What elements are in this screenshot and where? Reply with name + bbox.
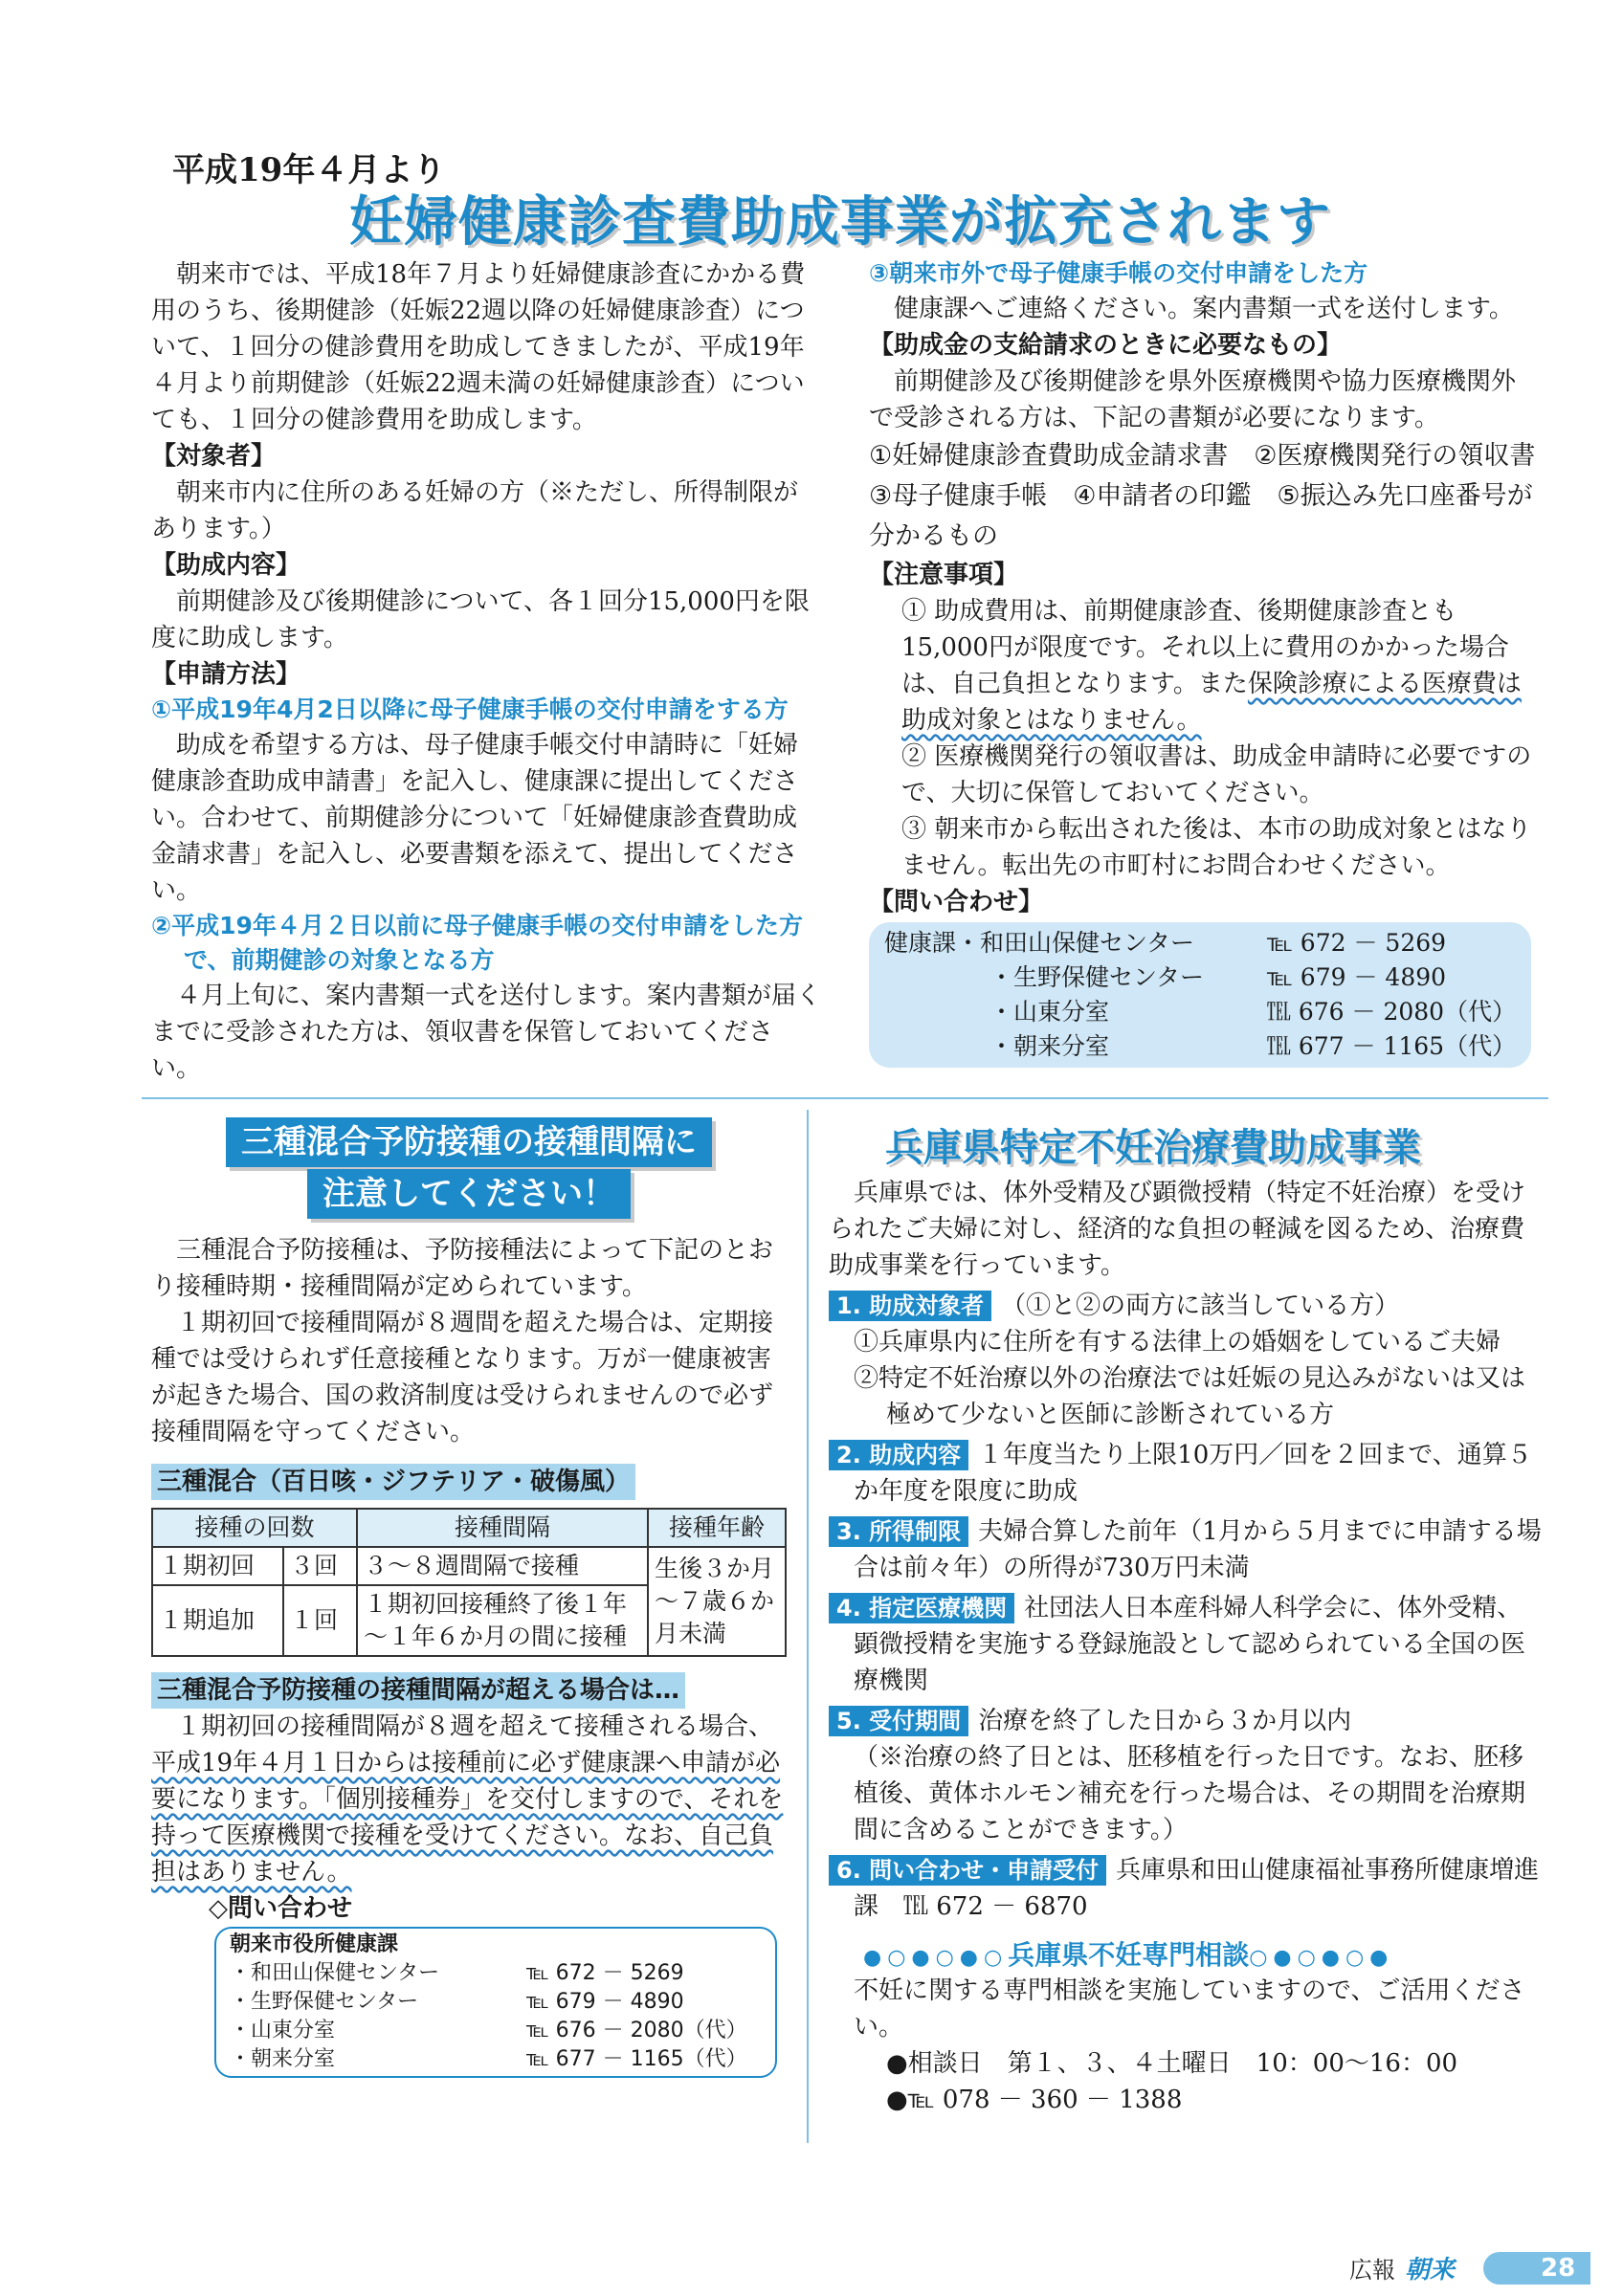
item-3	[829, 1513, 1546, 1586]
note-1-text: ① 助成費用は、前期健康診査、後期健康診査とも15,000円が限度です。それ以上に費用のかかった場合は、自己負担となります。また	[901, 597, 1509, 698]
item-text: １年度当たり上限10万円／回を２回まで、通算５か年度を限度に助成	[854, 1441, 1532, 1506]
table-cell: ３回	[283, 1547, 357, 1585]
consult-dots-right: ○●○●○●	[1249, 1946, 1394, 1970]
contact-name: 健康課・和田山保健センター	[884, 929, 1195, 957]
page-title: 妊婦健康診査費助成事業が拡充されます	[349, 191, 1331, 254]
target-heading: 【対象者】	[151, 442, 277, 471]
method-1-text: 助成を希望する方は、母子健康手帳交付申請時に「妊婦健康診査助成申請書」を記入し、健康課に提出してください。合わせて、前期健診分について「妊婦健康診査費助成金請求書」を記入し、必要書類を添えて、提出してください。	[151, 731, 799, 905]
vaccine-title-line1: 三種混合予防接種の接種間隔に	[226, 1117, 712, 1167]
item-text: 夫婦合算した前年（1月から５月までに申請する場合は前々年）の所得が730万円未満	[854, 1517, 1542, 1582]
horizontal-divider	[142, 1097, 1548, 1099]
item-text: （①と②の両方に該当している方）	[1001, 1292, 1400, 1320]
inquiry-heading: 【問い合わせ】	[869, 888, 1044, 916]
table-cell: １期初回接種終了後１年～１年６か月の間に接種	[357, 1585, 648, 1656]
table-header: 接種年齢	[648, 1509, 786, 1547]
consult-heading	[829, 1934, 1546, 1973]
vaccine-inquiry-heading: ◇問い合わせ	[209, 1894, 352, 1923]
method-1-heading: ①平成19年4月2日以降に母子健康手帳の交付申請をする方	[151, 695, 789, 723]
item-badge: 3. 所得制限	[829, 1516, 968, 1547]
top-right-column	[869, 256, 1562, 1068]
table-row	[152, 1547, 786, 1585]
contact-name: ・山東分室	[989, 998, 1110, 1026]
notes-heading: 【注意事項】	[869, 561, 1019, 589]
target-text: 朝来市内に住所のある妊婦の方（※ただし、所得制限があります。）	[151, 478, 799, 543]
over-interval-text-b: 平成19年４月１日からは接種前に必ず健康課へ申請が必要になります。「個別接種券」を交付しますので、それを持って医療機関で接種を受けてください。なお、自己負担はありません。	[151, 1749, 784, 1887]
vaccine-title-box	[191, 1117, 746, 1219]
item-badge: 2. 助成内容	[829, 1440, 968, 1470]
bottom-left-column	[151, 1232, 790, 2078]
footer-brand: 朝来	[1405, 2256, 1456, 2285]
item-badge: 4. 指定医療機関	[829, 1593, 1014, 1623]
fertility-title: 兵庫県特定不妊治療費助成事業	[885, 1126, 1421, 1170]
contact-row	[884, 960, 1516, 995]
item-text: 治療を終了した日から３か月以内	[978, 1707, 1352, 1735]
content-text: 前期健診及び後期健診について、各１回分15,000円を限度に助成します。	[151, 587, 810, 652]
contact-tel: ℡ 677 － 1165（代）	[1266, 1032, 1517, 1060]
contact-row	[884, 995, 1516, 1029]
item-detail: ①兵庫県内に住所を有する法律上の婚姻をしているご夫婦	[854, 1328, 1501, 1357]
method-2-heading: ②平成19年４月２日以前に母子健康手帳の交付申請をした方で、前期健診の対象となる方	[151, 912, 803, 974]
vaccine-inquiry-org: 朝来市役所健康課	[230, 1932, 399, 1956]
page-number: 28	[1483, 2252, 1590, 2285]
item-badge: 6. 問い合わせ・申請受付	[829, 1855, 1106, 1886]
method-3-text: 健康課へご連絡ください。案内書類一式を送付します。	[894, 295, 1514, 323]
contact-tel: ℡ 672 － 5269	[526, 1961, 684, 1985]
item-badge: 1. 助成対象者	[829, 1291, 991, 1321]
vaccine-table	[151, 1508, 787, 1657]
top-left-column	[151, 256, 821, 1087]
note-2: ② 医療機関発行の領収書は、助成金申請時に必要ですので、大切に保管しておいてください。	[901, 742, 1532, 807]
note-1	[869, 593, 1539, 739]
item-text: 社団法人日本産科婦人科学会に、体外受精、顕微授精を実施する登録施設として認められている全国の医療機関	[854, 1594, 1526, 1695]
table-cell: １期初回	[152, 1547, 283, 1585]
method-2-text: ４月上旬に、案内書類一式を送付します。案内書類が届くまでに受診された方は、領収書を保管しておいてください。	[151, 982, 821, 1083]
contact-name: ・山東分室	[230, 2019, 336, 2042]
footer	[1349, 2250, 1590, 2285]
over-interval-text	[151, 1709, 790, 1890]
over-interval-heading: 三種混合予防接種の接種間隔が超える場合は…	[151, 1672, 685, 1709]
item-badge: 5. 受付期間	[829, 1706, 968, 1736]
consult-day: ●相談日 第１、３、４土曜日 10：00～16：00	[886, 2049, 1458, 2078]
method-3-heading: ③朝来市外で母子健康手帳の交付申請をした方	[869, 259, 1368, 287]
item-5	[829, 1703, 1546, 1848]
table-cell: １期追加	[152, 1585, 283, 1656]
pre-title: 平成19年４月より	[172, 151, 446, 189]
contact-name: ・生野保健センター	[230, 1990, 419, 2014]
docs-text: 前期健診及び後期健診を県外医療機関や協力医療機関外で受診される方は、下記の書類が必要になります。	[869, 367, 1517, 432]
docs-heading: 【助成金の支給請求のときに必要なもの】	[869, 331, 1343, 360]
vaccine-table-heading: 三種混合（百日咳・ジフテリア・破傷風）	[151, 1464, 635, 1500]
item-4	[829, 1590, 1546, 1699]
contact-name: ・和田山保健センター	[230, 1961, 440, 1985]
note-1-emphasis: 保険診療による医療費は助成対象とはなりません。	[901, 670, 1522, 735]
contact-tel: ℡ 672 － 5269	[1267, 929, 1447, 957]
item-1	[829, 1288, 1546, 1433]
fertility-intro: 兵庫県では、体外受精及び顕微授精（特定不妊治療）を受けられたご夫婦に対し、経済的な負担の軽減を図るため、治療費助成事業を行っています。	[829, 1179, 1526, 1280]
intro-text: 朝来市では、平成18年７月より妊婦健康診査にかかる費用のうち、後期健診（妊娠22週以降の妊婦健康診査）について、１回分の健診費用を助成してきましたが、平成19年４月より前期健診（妊娠22週未満の妊婦健康診査）についても、１回分の健診費用を助成します。	[151, 260, 806, 434]
consult-tel: ●℡ 078 － 360 － 1388	[886, 2086, 1183, 2114]
table-cell: ３～８週間隔で接種	[357, 1547, 648, 1585]
contact-row	[230, 2017, 762, 2045]
content-heading: 【助成内容】	[151, 551, 301, 580]
vaccine-p2: １期初回で接種間隔が８週間を超えた場合は、定期接種では受けられず任意接種となります。万が一健康被害が起きた場合、国の救済制度は受けられませんので必ず接種間隔を守ってください。	[151, 1309, 774, 1446]
contact-row	[230, 2045, 762, 2074]
consult-title: 兵庫県不妊専門相談	[1008, 1939, 1250, 1971]
table-header: 接種の回数	[152, 1509, 357, 1547]
contact-tel: ℡ 677 － 1165（代）	[526, 2047, 747, 2071]
vaccine-inquiry-box	[214, 1927, 777, 2078]
over-interval-text-a: １期初回の接種間隔が８週を超えて接種される場合、	[176, 1712, 774, 1741]
contact-name: ・朝来分室	[989, 1032, 1110, 1060]
consult-text: 不妊に関する専門相談を実施していますので、ご活用ください。	[854, 1976, 1525, 2042]
contact-name: ・朝来分室	[230, 2047, 336, 2071]
consult-dots-left: ●○●○●○	[863, 1946, 1009, 1970]
item-6	[829, 1852, 1546, 1925]
footer-label: 広報	[1349, 2257, 1395, 2284]
method-heading: 【申請方法】	[151, 660, 301, 689]
contact-name: ・生野保健センター	[989, 963, 1205, 991]
table-cell-age: 生後３か月～７歳６か月未満	[648, 1547, 786, 1656]
bottom-right-column	[829, 1175, 1546, 2118]
item-detail: （※治療の終了日とは、胚移植を行った日です。なお、胚移植後、黄体ホルモン補充を行った場合は、その期間を治療期間に含めることができます。）	[854, 1743, 1526, 1844]
contact-row	[230, 1959, 762, 1988]
docs-list: ①妊婦健康診査費助成金請求書 ②医療機関発行の領収書 ③母子健康手帳 ④申請者の印鑑 ⑤振込み先口座番号が分かるもの	[869, 441, 1562, 551]
table-header-row	[152, 1509, 786, 1547]
contact-tel: ℡ 679 － 4890	[526, 1990, 684, 2014]
contact-row	[884, 926, 1516, 960]
item-text: 兵庫県和田山健康福祉事務所健康増進課 ℡ 672 － 6870	[854, 1856, 1540, 1921]
item-detail: ②特定不妊治療以外の治療法では妊娠の見込みがないは又は極めて少ないと医師に診断されている方	[854, 1364, 1526, 1429]
contact-row	[230, 1988, 762, 2017]
contact-tel: ℡ 676 － 2080（代）	[526, 2019, 747, 2042]
vertical-divider	[807, 1110, 809, 2143]
vaccine-p1: 三種混合予防接種は、予防接種法によって下記のとおり接種時期・接種間隔が定められています。	[151, 1236, 774, 1301]
contact-row	[884, 1029, 1516, 1064]
inquiry-box	[869, 922, 1531, 1068]
item-2	[829, 1437, 1546, 1510]
contact-tel: ℡ 676 － 2080（代）	[1266, 998, 1517, 1026]
table-cell: １回	[283, 1585, 357, 1656]
vaccine-title-line2: 注意してください！	[307, 1169, 631, 1219]
contact-tel: ℡ 679 － 4890	[1267, 963, 1447, 991]
note-3: ③ 朝来市から転出された後は、本市の助成対象とはなりません。転出先の市町村にお問合わせください。	[901, 815, 1532, 880]
table-header: 接種間隔	[357, 1509, 648, 1547]
